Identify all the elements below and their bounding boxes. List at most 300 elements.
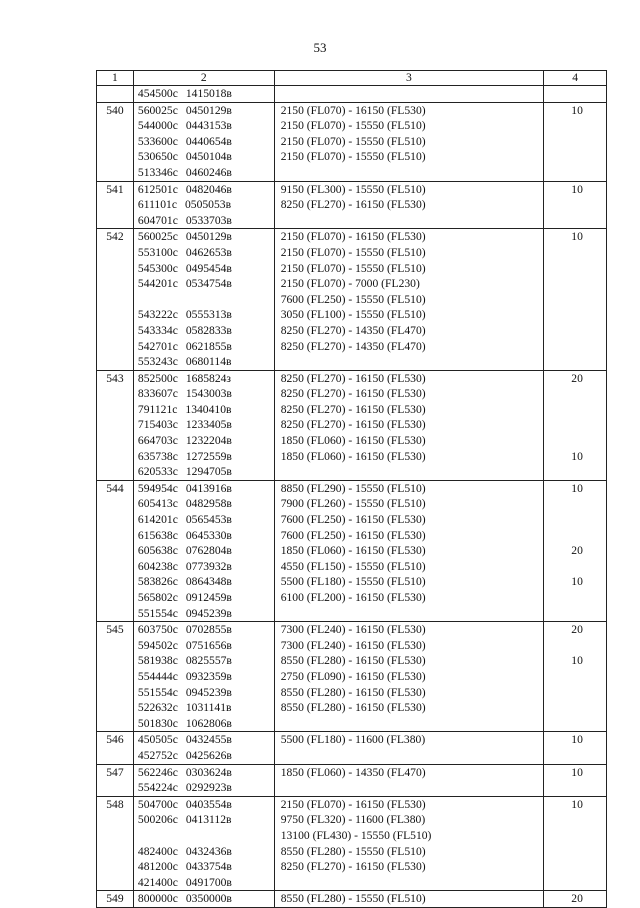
latitude: 611101c [137,198,177,212]
value-cell [544,102,607,181]
altitude-range: 8550 (FL280) - 15550 (FL510) [280,844,426,858]
latitude: 635738c [137,449,178,463]
value [544,386,606,402]
latitude: 542701c [137,339,178,353]
latitude: 800000c [137,892,178,906]
table-row [97,732,607,764]
altitude-range: 2150 (FL070) - 15550 (FL510) [280,245,426,259]
altitude-range [275,748,543,764]
altitude-range [275,606,543,622]
value [544,875,606,891]
latitude: 452752c [137,748,178,762]
area-number: 543 [106,371,124,385]
value [544,433,606,449]
coordinate-pair [134,134,274,150]
value: 10 [571,654,583,668]
coordinate-pair [134,512,274,528]
coordinate-pair [134,653,274,669]
table-header-row [97,71,607,86]
value-cell [544,622,607,732]
latitude: 594954c [137,481,178,495]
latitude: 620533c [137,465,178,479]
longitude: 1272559в [185,449,232,463]
coordinate-pair [134,716,274,732]
latitude: 551554c [137,606,178,620]
latitude: 530650c [137,150,178,164]
altitude-range: 7600 (FL250) - 15550 (FL510) [280,292,426,306]
value: 10 [571,481,583,495]
latitude: 543334c [137,323,178,337]
longitude: 0491700в [185,875,232,889]
value [544,812,606,828]
latitude: 791121c [137,402,178,416]
coordinate-pair [134,292,274,308]
area-number: 549 [106,892,124,906]
latitude: 554444c [137,669,178,683]
value-cell [544,764,607,796]
coordinate-pair [134,433,274,449]
value [544,323,606,339]
area-number-cell [97,796,134,891]
longitude: 0413916в [185,481,232,495]
value: 10 [571,230,583,244]
area-number: 542 [106,230,124,244]
altitude-range: 8250 (FL270) - 16150 (FL530) [280,387,426,401]
coordinate-pair [134,606,274,622]
longitude: 0432455в [185,733,232,747]
longitude: 0495454в [185,261,232,275]
longitude: 0443153в [185,119,232,133]
longitude: 0505053в [184,198,232,212]
value [544,213,606,229]
coordinates-cell [133,370,274,480]
latitude: 504700c [137,797,178,811]
longitude: 1340410в [185,402,232,416]
value [544,307,606,323]
longitude: 0482958в [185,497,232,511]
longitude: 0932359в [185,669,232,683]
coordinate-pair [134,765,274,781]
altitude-range: 5500 (FL180) - 11600 (FL380) [280,733,426,747]
longitude: 1543003в [185,387,232,401]
latitude: 513346c [137,165,178,179]
longitude: 0303624в [185,765,232,779]
value: 20 [571,623,583,637]
altitude-range: 7600 (FL250) - 16150 (FL530) [280,528,426,542]
coordinates-cell [133,181,274,229]
value [544,590,606,606]
altitude-range [275,464,543,480]
altitude-range: 8250 (FL270) - 16150 (FL530) [280,371,426,385]
area-number-cell [97,732,134,764]
value: 10 [571,733,583,747]
altitude-range: 8550 (FL280) - 16150 (FL530) [280,685,426,699]
altitude-range: 8250 (FL270) - 14350 (FL470) [280,339,426,353]
coordinate-pair [134,245,274,261]
altitude-range: 9750 (FL320) - 11600 (FL380) [280,813,426,827]
coordinates-cell [133,796,274,891]
altitude-range: 7300 (FL240) - 16150 (FL530) [280,623,426,637]
latitude: 833607c [137,387,178,401]
latitude: 715403c [137,418,178,432]
value: 10 [571,765,583,779]
value [544,669,606,685]
value: 10 [571,449,583,463]
value [544,780,606,796]
latitude: 581938c [137,654,178,668]
altitude-range: 2150 (FL070) - 15550 (FL510) [280,261,426,275]
latitude: 544201c [137,277,178,291]
value [544,844,606,860]
table-row [97,229,607,370]
table-row [97,370,607,480]
altitude-range [275,86,543,102]
longitude: 0945239в [185,606,232,620]
coordinate-pair [134,213,274,229]
altitude-range: 1850 (FL060) - 16150 (FL530) [280,544,426,558]
altitude-range [275,213,543,229]
coordinate-pair [134,276,274,292]
value [544,748,606,764]
altitude-range: 8250 (FL270) - 16150 (FL530) [280,418,426,432]
latitude: 421400c [137,875,178,889]
latitude: 553100c [137,245,178,259]
longitude: 0825557в [185,654,232,668]
altitude-range: 7900 (FL260) - 15550 (FL510) [280,497,426,511]
area-number-cell [97,102,134,181]
coordinates-cell [133,480,274,621]
altitude-range: 2150 (FL070) - 15550 (FL510) [280,119,426,133]
longitude: 0534754в [185,277,232,291]
altitude-range: 3050 (FL100) - 15550 (FL510) [280,308,426,322]
coordinate-pair [134,149,274,165]
area-number: 541 [106,182,124,196]
longitude: 1685824з [185,371,232,385]
altitude-range: 2150 (FL070) - 7000 (FL230) [280,277,420,291]
altitude-range: 8250 (FL270) - 16150 (FL530) [280,860,426,874]
coordinate-pair [134,165,274,181]
latitude: 543222c [137,308,178,322]
altitude-range: 2750 (FL090) - 16150 (FL530) [280,669,426,683]
value-cell [544,370,607,480]
area-number: 546 [106,733,124,747]
area-number: 547 [106,765,124,779]
value [544,354,606,370]
value: 10 [571,575,583,589]
value [544,292,606,308]
altitude-range-cell [274,102,543,181]
coordinate-pair [134,182,274,198]
altitude-range: 7300 (FL240) - 16150 (FL530) [280,638,426,652]
altitude-range-cell [274,370,543,480]
longitude: 0773932в [185,559,232,573]
longitude: 0751656в [185,638,232,652]
area-number: 545 [106,623,124,637]
page-number: 53 [313,40,327,55]
altitude-range: 1850 (FL060) - 16150 (FL530) [280,434,426,448]
coordinate-pair [134,354,274,370]
latitude: 545300c [137,261,178,275]
column-header-3: 3 [274,71,543,86]
altitude-range-cell [274,622,543,732]
altitude-range: 1850 (FL060) - 16150 (FL530) [280,449,426,463]
longitude: 0413112в [185,813,232,827]
altitude-range: 8250 (FL270) - 16150 (FL530) [280,198,426,212]
area-number-cell [97,86,134,103]
altitude-range: 8550 (FL280) - 16150 (FL530) [280,654,426,668]
value [544,528,606,544]
value-cell [544,229,607,370]
area-number-cell [97,480,134,621]
coordinate-pair [134,590,274,606]
value [544,496,606,512]
altitude-range: 2150 (FL070) - 16150 (FL530) [280,797,426,811]
coordinates-cell [133,102,274,181]
altitude-range: 8250 (FL270) - 16150 (FL530) [280,402,426,416]
coordinate-pair [134,875,274,891]
latitude: 604701c [137,213,178,227]
longitude: 0945239в [185,685,232,699]
longitude: 1415018в [185,87,232,100]
coordinate-pair [134,700,274,716]
longitude: 0462653в [185,245,232,259]
longitude: 0702855в [185,623,232,637]
area-number-cell [97,764,134,796]
area-number-cell [97,181,134,229]
latitude: 560025c [137,230,178,244]
altitude-range-cell [274,86,543,103]
table-row [97,102,607,181]
latitude: 565802c [137,591,178,604]
altitude-range: 2150 (FL070) - 16150 (FL530) [280,230,426,244]
value [544,402,606,418]
value [544,700,606,716]
latitude: 594502c [137,638,178,652]
coordinate-pair [134,574,274,590]
coordinate-pair [134,812,274,828]
altitude-range: 4550 (FL150) - 15550 (FL510) [280,559,426,573]
coordinate-pair [134,780,274,796]
column-header-2: 2 [133,71,274,86]
coordinate-pair [134,371,274,387]
column-header-1: 1 [97,71,134,86]
area-number-cell [97,370,134,480]
altitude-range [275,780,543,796]
latitude: 522632c [137,701,178,715]
longitude: 0433754в [185,860,232,874]
coordinate-pair [134,481,274,497]
longitude: 0460246в [185,165,232,179]
coordinate-pair [134,748,274,764]
altitude-range-cell [274,732,543,764]
altitude-range: 8550 (FL280) - 16150 (FL530) [280,701,426,715]
coordinates-cell [133,229,274,370]
area-number-cell [97,622,134,732]
coordinate-pair [134,622,274,638]
area-number: 540 [106,103,124,117]
coordinate-pair [134,732,274,748]
longitude: 0533703в [185,213,232,227]
latitude: 605638c [137,544,178,558]
altitude-range-cell [274,229,543,370]
longitude: 0912459в [185,591,232,604]
coordinate-pair [134,464,274,480]
longitude: 0645330в [185,528,232,542]
value [544,559,606,575]
longitude: 1294705в [185,465,232,479]
longitude: 0440654в [185,134,232,148]
longitude: 0565453в [185,513,232,527]
latitude: 562246c [137,765,178,779]
latitude: 605413c [137,497,178,511]
coordinate-pair [134,638,274,654]
value [544,716,606,732]
longitude: 1031141в [185,701,232,715]
coordinate-pair [134,844,274,860]
value: 10 [571,797,583,811]
altitude-range [275,716,543,732]
longitude: 0350000в [185,892,232,906]
coordinate-pair [134,339,274,355]
latitude: 450505c [137,733,178,747]
table-row [97,796,607,891]
coordinate-pair [134,669,274,685]
altitude-range [275,875,543,891]
longitude: 1232204в [185,434,232,448]
coordinate-pair [134,402,274,418]
latitude: 614201c [137,513,178,527]
latitude: 852500c [137,371,178,385]
latitude: 604238c [137,559,178,573]
coordinate-pair [134,449,274,465]
altitude-range-cell [274,796,543,891]
longitude: 0864348в [185,575,232,589]
value: 10 [571,182,583,196]
value [544,134,606,150]
latitude: 664703c [137,434,178,448]
latitude: 501830c [137,716,178,730]
value [544,464,606,480]
latitude: 615638c [137,528,178,542]
value-cell [544,480,607,621]
value [544,149,606,165]
value-cell [544,732,607,764]
altitude-range [275,165,543,181]
value [544,86,606,102]
column-header-4: 4 [544,71,607,86]
value [544,339,606,355]
table-row [97,622,607,732]
table-row [97,764,607,796]
value-cell [544,181,607,229]
coordinate-pair [134,261,274,277]
table-row [97,480,607,621]
latitude: 603750c [137,623,178,637]
area-number-cell [97,229,134,370]
longitude: 0450129в [185,103,232,117]
airspace-table [96,70,607,908]
longitude: 1062806в [185,716,232,730]
longitude: 0482046в [185,182,232,196]
value [544,638,606,654]
value: 20 [571,371,583,385]
altitude-range: 2150 (FL070) - 16150 (FL530) [280,103,426,117]
altitude-range: 2150 (FL070) - 15550 (FL510) [280,134,426,148]
coordinate-pair [134,543,274,559]
coordinate-pair [134,496,274,512]
value: 20 [571,544,583,558]
longitude: 0680114в [185,355,232,369]
longitude: 1233405в [185,418,232,432]
longitude: 0621855в [185,339,232,353]
latitude: 583826c [137,575,178,589]
coordinate-pair [134,559,274,575]
latitude: 500206c [137,813,178,827]
coordinates-cell [133,732,274,764]
coordinate-pair [134,386,274,402]
coordinate-pair [134,685,274,701]
altitude-range-cell [274,181,543,229]
coordinate-pair [134,118,274,134]
coordinate-pair [134,797,274,813]
coordinate-pair [134,528,274,544]
longitude: 0450104в [185,150,232,164]
coordinates-cell [133,86,274,103]
altitude-range: 5500 (FL180) - 15550 (FL510) [280,575,426,589]
altitude-range: 8850 (FL290) - 15550 (FL510) [280,481,426,495]
longitude: 0292923в [185,781,232,795]
latitude: 553243c [137,355,178,369]
value [544,828,606,844]
longitude: 0450129в [185,230,232,244]
value: 20 [571,892,583,906]
value [544,685,606,701]
altitude-range: 2150 (FL070) - 15550 (FL510) [280,150,426,164]
coordinate-pair [134,229,274,245]
altitude-range-cell [274,764,543,796]
longitude: 0403554в [185,797,232,811]
altitude-range: 7600 (FL250) - 16150 (FL530) [280,513,426,527]
altitude-range: 8550 (FL280) - 15550 (FL510) [280,892,426,906]
latitude: 612501c [137,182,178,196]
altitude-range: 9150 (FL300) - 15550 (FL510) [280,182,426,196]
coordinate-pair [134,323,274,339]
value [544,859,606,875]
value [544,417,606,433]
coordinates-cell [133,764,274,796]
coordinate-pair [134,197,274,213]
coordinate-pair [134,417,274,433]
latitude: 482400c [137,844,178,858]
area-number [97,86,133,102]
value [544,118,606,134]
coordinate-pair [134,307,274,323]
altitude-range: 6100 (FL200) - 16150 (FL530) [280,591,426,604]
latitude: 533600c [137,134,178,148]
latitude: 454500c [137,87,178,100]
longitude: 0762804в [185,544,232,558]
table-row [97,86,607,103]
longitude: 0555313в [185,308,232,322]
value [544,276,606,292]
altitude-range: 13100 (FL430) - 15550 (FL510) [280,828,432,842]
latitude: 481200c [137,860,178,874]
latitude: 551554c [137,685,178,699]
coordinate-pair [134,859,274,875]
coordinate-pair [134,103,274,119]
longitude: 0582833в [185,323,232,337]
coordinates-cell [133,622,274,732]
